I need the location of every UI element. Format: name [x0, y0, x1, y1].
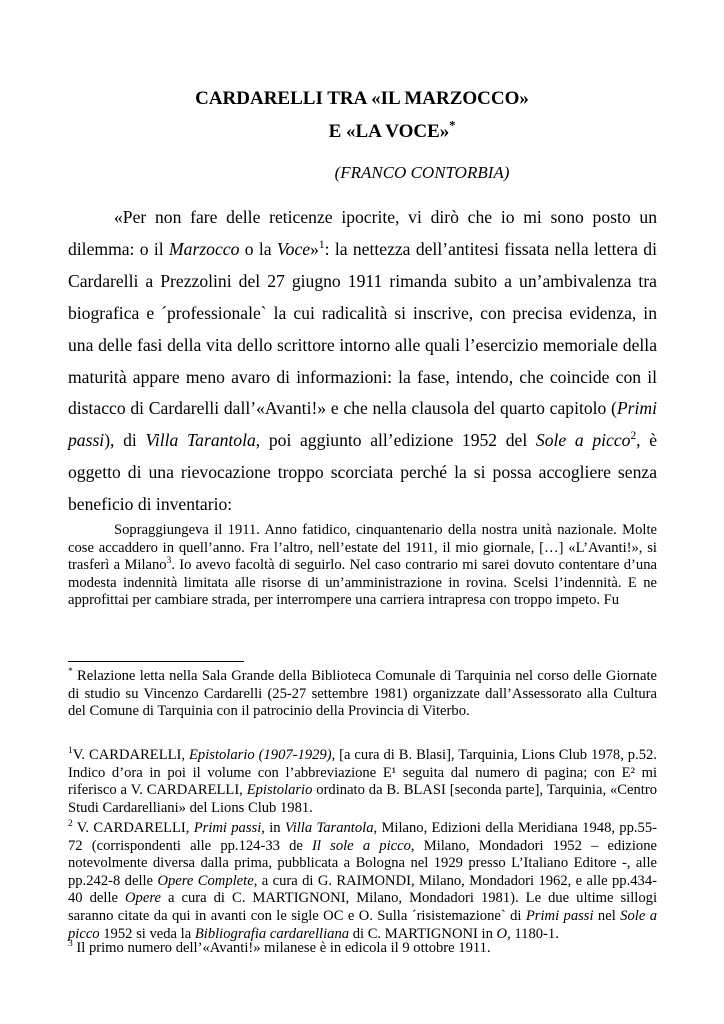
- body-paragraph: [68, 202, 657, 521]
- body-italic-marzocco: Marzocco: [169, 238, 240, 259]
- footnote-text: 1952 si veda la: [99, 925, 195, 942]
- footnote-italic: Primi passi: [525, 907, 594, 924]
- footnote-text: Relazione letta nella Sala Grande della Biblioteca Comunale di Tarquinia nel corso delle Giornate di studio su Vincenzo Cardarelli (25-27 settembre 1981) organizzate dall’Assessorato alla Cultura del Comune di Tarquinia con il patrocinio della Provincia di Viterbo.: [68, 668, 657, 720]
- footnote-text: nel: [593, 907, 621, 924]
- body-text: «Per non fare delle reticenze ipocrite, vi dirò che io mi sono posto un dilemma: o il: [68, 207, 657, 259]
- footnote-text: , a cura di G. RAIMONDI, Milano, Mondadori 1962, e alle pp.434-40 delle: [68, 872, 657, 907]
- footnote-text: , Milano, Edizioni della Meridiana 1948, pp.55-72 (corrispondenti alle pp.124-33 de: [68, 820, 657, 854]
- footnote-italic: Epistolario: [246, 782, 313, 799]
- footnote-text: in: [264, 820, 285, 836]
- body-text: o la: [239, 238, 277, 259]
- footnote-mark: 1: [68, 746, 73, 757]
- footnote-ref-1: 1: [318, 239, 325, 252]
- footnote-text: V. CARDARELLI,: [72, 820, 194, 836]
- footnote-italic: Bibliografia cardarelliana: [194, 925, 350, 942]
- footnote-separator: [68, 661, 244, 662]
- footnote-text: ordinato da B. BLASI [seconda parte], Tarquinia, «Centro Studi Cardarelliani» del Lions Club 1981.: [68, 782, 657, 816]
- footnote-italic: Sole a picco: [68, 907, 657, 942]
- footnote-italic: Opere: [125, 890, 161, 907]
- footnote-italic: Epistolario (1907-1929): [189, 747, 332, 763]
- body-text: : la nettezza dell’antitesi fissata nella lettera di Cardarelli a Prezzolini del 27 giugno 1911 rimanda subito a un’ambivalenza tra biografica e ´professionale` la cui radicalità si inscrive, con precisa evidenza, in una delle fasi della vita dello scrittore intorno alle quali l’esercizio memoriale della maturità appare meno avaro di informazioni: la fase, intendo, che coincide con il distacco di Cardarelli dall’«Avanti!» e che nella clausola del quarto capitolo (: [68, 238, 657, 419]
- footnote-italic: Villa Tarantola: [284, 820, 374, 836]
- title-line-2-text: E «LA VOCE»: [328, 121, 450, 142]
- footnote-italic: Il sole a picco: [312, 837, 411, 854]
- footnote-text: a cura di C. MARTIGNONI, Milano, Mondadori 1981). Le due ultime sillogi saranno citate da qui in avanti con le sigle OC e O. Sulla ´risistemazione` di: [68, 890, 657, 924]
- quote-text: Sopraggiungeva il 1911. Anno fatidico, cinquantenario della nostra unità nazionale. Molte cose accaddero in quell’anno. Fra l’altro, nell’estate del 1911, il mio giornale, […] «L’Avanti!», si trasferì a Milano: [68, 522, 657, 574]
- footnote-text: Il primo numero dell’«Avanti!» milanese è in edicola il 9 ottobre 1911.: [72, 940, 491, 956]
- title-line-2: [0, 118, 724, 143]
- footnote-italic: Opere Complete: [157, 872, 254, 889]
- title-line-1: CARDARELLI TRA «IL MARZOCCO»: [195, 88, 529, 109]
- footnote-1: [68, 747, 657, 817]
- footnote-italic: Primi passi,: [193, 820, 265, 836]
- footnote-star: [68, 668, 657, 721]
- footnote-ref-2: 2: [630, 430, 637, 443]
- footnote-mark: 3: [68, 939, 73, 950]
- footnote-mark: *: [68, 667, 73, 678]
- footnote-mark: 2: [68, 819, 73, 830]
- footnote-text: di C. MARTIGNONI in: [349, 925, 497, 942]
- body-text: »: [310, 238, 319, 259]
- author-name: (FRANCO CONTORBIA): [334, 163, 510, 182]
- footnote-2: [68, 820, 657, 943]
- body-italic-sole-a-picco: Sole a picco: [535, 430, 631, 451]
- body-text: , poi aggiunto all’edizione 1952 del: [255, 430, 536, 451]
- body-italic-villa-tarantola: Villa Tarantola: [145, 430, 256, 451]
- block-quote: [68, 522, 657, 610]
- footnote-text: , Milano, Mondadori 1952 – edizione notevolmente diversa dalla prima, pubblicata a Bologna nel 1929 presso L’Italiano Editore -, alle pp.242-8 delle: [68, 837, 657, 889]
- footnote-3: [68, 940, 657, 958]
- body-text: , è oggetto di una rievocazione troppo scorciata perché la si possa accogliere senza beneficio di inventario:: [68, 430, 658, 515]
- footnote-text: V. CARDARELLI,: [72, 747, 189, 763]
- footnote-text: , [a cura di B. Blasi], Tarquinia, Lions Club 1978, p.52. Indico d’ora in poi il volume con l’abbreviazione E¹ seguita dal numero di pagina; con E² mi riferisco a V. CARDARELLI,: [68, 747, 657, 799]
- quote-text: . Io avevo facoltà di seguirlo. Nel caso contrario mi sarei dovuto contentare d’una modesta indennità limitata alle risorse di un’amministrazione in rovina. Scelsi l’indennità. E ne approfittai per cambiare strada, per interrompere una carriera intrapresa con troppo impeto. Fu: [68, 557, 657, 609]
- footnote-ref-3: 3: [166, 556, 172, 567]
- footnote-text: 1180-1.: [510, 925, 559, 942]
- body-italic-voce: Voce: [276, 238, 311, 259]
- body-text: ), di: [104, 430, 146, 451]
- body-italic-primi-passi: Primi passi: [68, 398, 657, 451]
- footnote-italic: O,: [496, 925, 511, 942]
- title-footnote-mark: *: [449, 118, 456, 133]
